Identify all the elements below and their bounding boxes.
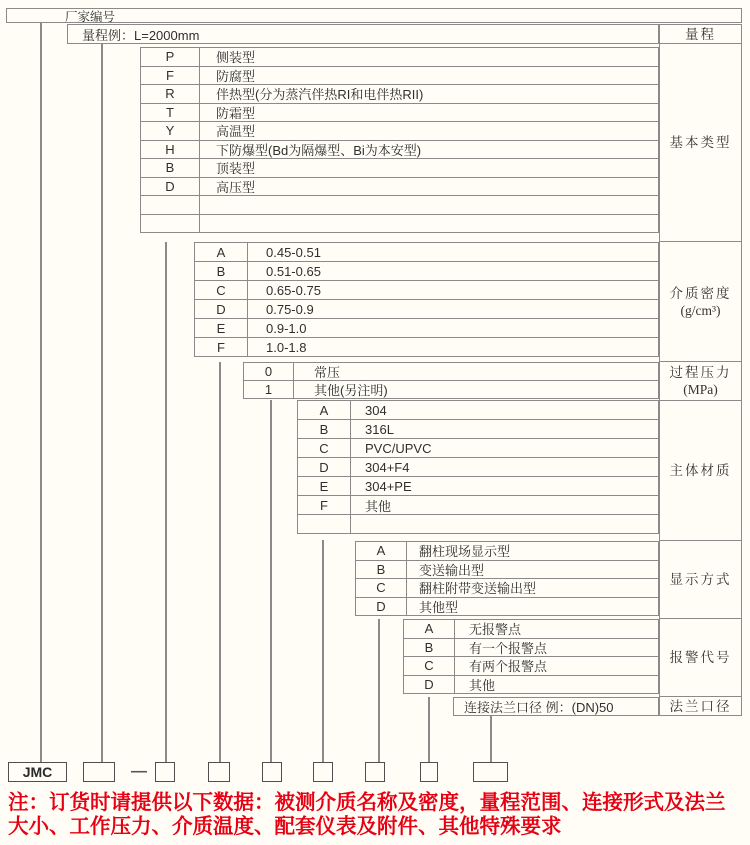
value-cell: 0.9-1.0 bbox=[266, 320, 307, 336]
table-row bbox=[297, 457, 659, 477]
code-cell: 1 bbox=[244, 381, 294, 398]
code-cell: B bbox=[195, 262, 248, 280]
code-cell: D bbox=[404, 676, 455, 694]
table-row bbox=[403, 619, 659, 639]
value-cell: 0.65-0.75 bbox=[266, 282, 321, 298]
section-alarm bbox=[403, 619, 659, 694]
table-row bbox=[355, 578, 659, 598]
table-row bbox=[140, 47, 659, 67]
code-cell: P bbox=[141, 48, 200, 66]
connector-flange bbox=[490, 716, 492, 762]
value-cell: 有一个报警点 bbox=[469, 640, 548, 656]
value-cell: 下防爆型(Bd为隔爆型、Bi为本安型) bbox=[216, 142, 422, 158]
table-row bbox=[194, 337, 659, 357]
value-cell: 伴热型(分为蒸汽伴热RI和电伴热RII) bbox=[216, 87, 424, 103]
code-cell: B bbox=[141, 159, 200, 177]
table-row bbox=[355, 541, 659, 561]
value-cell: 有两个报警点 bbox=[469, 659, 548, 675]
code-cell: B bbox=[356, 561, 407, 579]
value-cell: 1.0-1.8 bbox=[266, 339, 307, 355]
table-row-empty bbox=[297, 514, 659, 534]
code-cell: 0 bbox=[244, 363, 294, 380]
factory-code-label: 厂家编号 bbox=[65, 9, 116, 24]
code-cell: C bbox=[195, 281, 248, 299]
value-cell: 其他型 bbox=[419, 599, 459, 615]
table-row bbox=[403, 656, 659, 676]
table-row bbox=[403, 675, 659, 695]
code-cell: B bbox=[298, 420, 351, 438]
label-basic-type: 基本类型 bbox=[659, 43, 742, 242]
value-cell: 高压型 bbox=[216, 179, 256, 195]
label-alarm: 报警代号 bbox=[659, 618, 742, 697]
table-row bbox=[140, 121, 659, 141]
flange-row-label: 连接法兰口径 例：(DN)50 bbox=[464, 700, 614, 715]
code-cell: C bbox=[404, 657, 455, 675]
value-cell: 304 bbox=[365, 402, 387, 418]
value-cell: 防腐型 bbox=[216, 68, 256, 84]
label-pressure: 过程压力 (MPa) bbox=[659, 361, 742, 401]
table-row bbox=[140, 84, 659, 104]
code-cell: C bbox=[298, 439, 351, 457]
value-cell: 其他(另注明) bbox=[314, 383, 388, 398]
code-cell: A bbox=[404, 620, 455, 638]
connector-pressure bbox=[270, 400, 272, 762]
table-row-empty bbox=[140, 195, 659, 215]
ordering-note bbox=[8, 791, 726, 839]
code-cell: F bbox=[195, 338, 248, 356]
code-cell: D bbox=[356, 598, 407, 616]
value-cell: 其他 bbox=[469, 677, 496, 693]
connector-basic-type bbox=[165, 242, 167, 762]
value-cell: 316L bbox=[365, 421, 394, 437]
section-display bbox=[355, 541, 659, 616]
code-cell: H bbox=[141, 141, 200, 159]
code-cell: D bbox=[298, 458, 351, 476]
value-cell: 304+PE bbox=[365, 478, 412, 494]
value-cell: 常压 bbox=[314, 365, 341, 380]
table-row bbox=[297, 495, 659, 515]
table-row bbox=[194, 280, 659, 300]
code-cell: A bbox=[298, 401, 351, 419]
code-box-range bbox=[83, 762, 115, 782]
value-cell bbox=[351, 515, 658, 533]
table-row bbox=[243, 362, 659, 381]
table-row bbox=[403, 638, 659, 658]
value-cell: 翻柱现场显示型 bbox=[419, 544, 511, 560]
label-range: 量程 bbox=[659, 24, 742, 44]
code-cell: C bbox=[356, 579, 407, 597]
code-cell: R bbox=[141, 85, 200, 103]
connector-material bbox=[322, 540, 324, 762]
value-cell: 0.45-0.51 bbox=[266, 244, 321, 260]
code-box-flange bbox=[473, 762, 508, 782]
code-cell bbox=[298, 515, 351, 533]
value-cell bbox=[200, 196, 658, 214]
code-cell: B bbox=[404, 639, 455, 657]
factory-code-row bbox=[6, 8, 742, 23]
code-cell: T bbox=[141, 104, 200, 122]
table-row bbox=[297, 419, 659, 439]
label-material: 主体材质 bbox=[659, 400, 742, 541]
range-example-row bbox=[67, 24, 659, 44]
connector-range bbox=[101, 44, 103, 762]
table-row bbox=[140, 158, 659, 178]
table-row bbox=[297, 476, 659, 496]
code-cell: F bbox=[298, 496, 351, 514]
label-density: 介质密度 (g/cm³) bbox=[659, 241, 742, 362]
value-cell bbox=[200, 215, 658, 233]
table-row bbox=[355, 597, 659, 617]
value-cell: 0.51-0.65 bbox=[266, 263, 321, 279]
connector-display bbox=[378, 619, 380, 762]
label-flange: 法兰口径 bbox=[659, 696, 742, 716]
label-display: 显示方式 bbox=[659, 540, 742, 619]
range-example-label: 量程例：L=2000mm bbox=[82, 27, 200, 43]
model-prefix-label: JMC bbox=[22, 764, 53, 780]
code-box-alarm bbox=[420, 762, 438, 782]
table-row bbox=[243, 380, 659, 399]
value-cell: 0.75-0.9 bbox=[266, 301, 314, 317]
table-row bbox=[140, 177, 659, 197]
code-cell: A bbox=[356, 542, 407, 560]
code-cell: E bbox=[195, 319, 248, 337]
code-cell: D bbox=[141, 178, 200, 196]
section-material bbox=[297, 400, 659, 534]
flange-row bbox=[453, 697, 659, 716]
code-cell: Y bbox=[141, 122, 200, 140]
code-box-display bbox=[365, 762, 385, 782]
code-cell bbox=[141, 196, 200, 214]
ordering-note-line2: 大小、工作压力、介质温度、配套仪表及附件、其他特殊要求 bbox=[8, 815, 562, 838]
table-row bbox=[140, 103, 659, 123]
code-box-density bbox=[208, 762, 230, 782]
code-cell bbox=[141, 215, 200, 233]
value-cell: PVC/UPVC bbox=[365, 440, 432, 456]
code-box-pressure bbox=[262, 762, 282, 782]
value-cell: 变送输出型 bbox=[419, 562, 485, 578]
connector-density bbox=[219, 362, 221, 762]
table-row bbox=[140, 140, 659, 160]
table-row bbox=[140, 66, 659, 86]
value-cell: 304+F4 bbox=[365, 459, 410, 475]
table-row bbox=[194, 299, 659, 319]
code-cell: E bbox=[298, 477, 351, 495]
code-cell: F bbox=[141, 67, 200, 85]
code-cell: A bbox=[195, 243, 248, 261]
ordering-note-line1: 注：订货时请提供以下数据：被测介质名称及密度，量程范围、连接形式及法兰 bbox=[8, 791, 726, 814]
value-cell: 其他 bbox=[365, 498, 392, 514]
model-separator: — bbox=[131, 763, 147, 780]
code-box-basic-type bbox=[155, 762, 175, 782]
section-density bbox=[194, 242, 659, 357]
table-row-empty bbox=[140, 214, 659, 234]
table-row bbox=[194, 261, 659, 281]
value-cell: 高温型 bbox=[216, 124, 256, 140]
model-prefix-box bbox=[8, 762, 67, 782]
section-pressure bbox=[243, 362, 659, 399]
table-row bbox=[297, 438, 659, 458]
connector-factory-code bbox=[40, 22, 42, 762]
table-row bbox=[194, 242, 659, 262]
value-cell: 侧装型 bbox=[216, 50, 256, 66]
connector-alarm bbox=[428, 697, 430, 762]
section-basic-type bbox=[140, 47, 659, 233]
value-cell: 翻柱附带变送输出型 bbox=[419, 581, 537, 597]
code-cell: D bbox=[195, 300, 248, 318]
table-row bbox=[194, 318, 659, 338]
code-box-material bbox=[313, 762, 333, 782]
value-cell: 顶装型 bbox=[216, 161, 256, 177]
value-cell: 无报警点 bbox=[469, 622, 522, 638]
value-cell: 防霜型 bbox=[216, 105, 256, 121]
table-row bbox=[297, 400, 659, 420]
table-row bbox=[355, 560, 659, 580]
